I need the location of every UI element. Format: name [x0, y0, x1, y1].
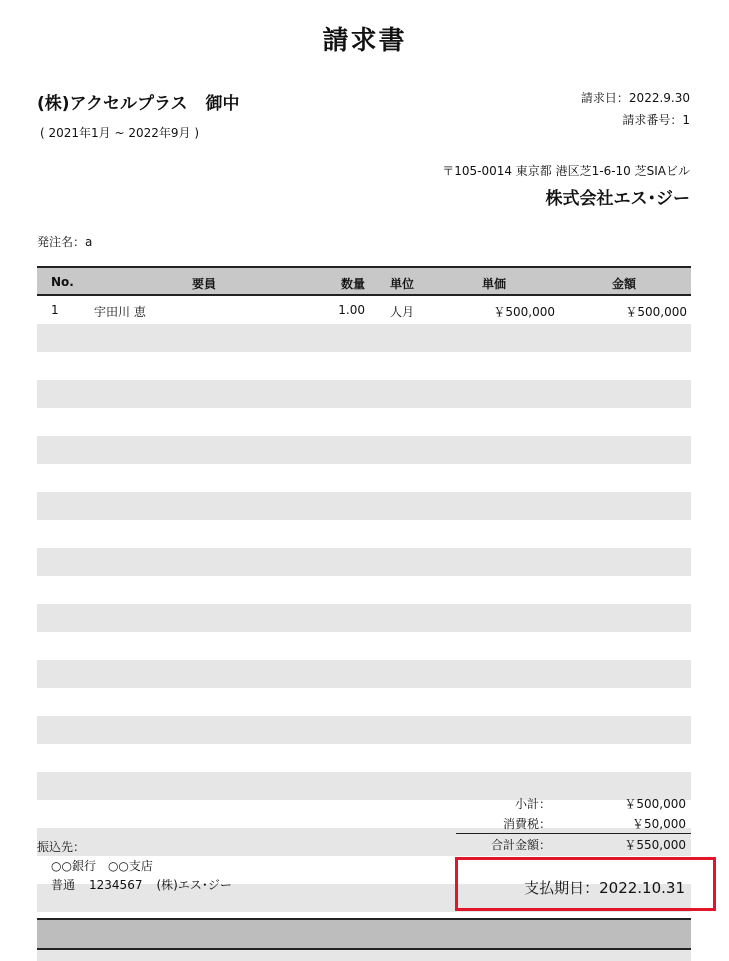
order-name: 発注名：a	[37, 235, 93, 249]
table-row	[37, 744, 691, 772]
account-number: 1234567	[89, 878, 143, 892]
table-row	[37, 296, 691, 324]
billing-period: ( 2021年1月 ~ 2022年9月 )	[40, 126, 200, 140]
table-row	[37, 576, 691, 604]
header-price: 単価	[482, 277, 507, 291]
invoice-meta	[581, 87, 690, 131]
table-row	[37, 436, 691, 464]
account-type: 普通	[51, 878, 76, 892]
subtotal-value: ￥500,000	[624, 797, 686, 811]
total-value: ￥550,000	[624, 838, 686, 852]
table-row	[37, 464, 691, 492]
recipient-name: (株)アクセルプラス	[37, 94, 188, 114]
recipient	[37, 89, 240, 114]
table-row	[37, 632, 691, 660]
subtotal-label: 小計：	[514, 797, 551, 811]
table-row	[37, 688, 691, 716]
total-label: 合計金額：	[490, 838, 551, 852]
footer-bar	[37, 918, 691, 950]
table-row	[37, 660, 691, 688]
issuer-name: 株式会社エス･ジー	[545, 189, 690, 209]
header-amount: 金額	[612, 277, 637, 291]
account-holder: (株)エス･ジー	[156, 878, 232, 892]
bank-info	[37, 838, 246, 895]
header-unit: 単位	[390, 277, 415, 291]
issuer-address: 〒105-0014 東京都 港区芝1-6-10 芝SIAビル	[442, 164, 690, 178]
row-price: ￥500,000	[493, 305, 555, 319]
payment-due-highlight	[455, 857, 716, 911]
header-qty: 数量	[340, 277, 365, 291]
tax-label: 消費税：	[502, 817, 551, 831]
invoice-number: 請求番号：1	[622, 113, 690, 127]
row-name: 宇田川 恵	[94, 305, 146, 319]
table-header	[37, 266, 691, 296]
table-row	[37, 604, 691, 632]
header-no: No.	[51, 275, 74, 289]
tax-row	[456, 813, 691, 833]
subtotal-row	[456, 793, 691, 813]
table-row	[37, 520, 691, 548]
row-no: 1	[51, 303, 59, 317]
payment-due: 支払期日：2022.10.31	[524, 879, 685, 897]
bank-label: 振込先：	[37, 840, 86, 854]
table-row	[37, 548, 691, 576]
row-unit: 人月	[390, 305, 415, 319]
recipient-honorific: 御中	[205, 94, 240, 114]
invoice-title: 請求書	[322, 26, 407, 56]
bank-branch: ○○銀行 ○○支店	[51, 859, 153, 873]
table-row	[37, 408, 691, 436]
total-row	[456, 833, 691, 853]
table-row	[37, 324, 691, 352]
row-qty: 1.00	[338, 303, 365, 317]
invoice-date: 請求日：2022.9.30	[580, 91, 690, 105]
row-amount: ￥500,000	[625, 305, 687, 319]
table-row	[37, 380, 691, 408]
table-row	[37, 352, 691, 380]
header-name: 要員	[192, 277, 217, 291]
tax-value: ￥50,000	[632, 817, 686, 831]
table-row	[37, 492, 691, 520]
table-row	[37, 716, 691, 744]
bank-account	[37, 876, 246, 895]
totals	[456, 793, 691, 853]
